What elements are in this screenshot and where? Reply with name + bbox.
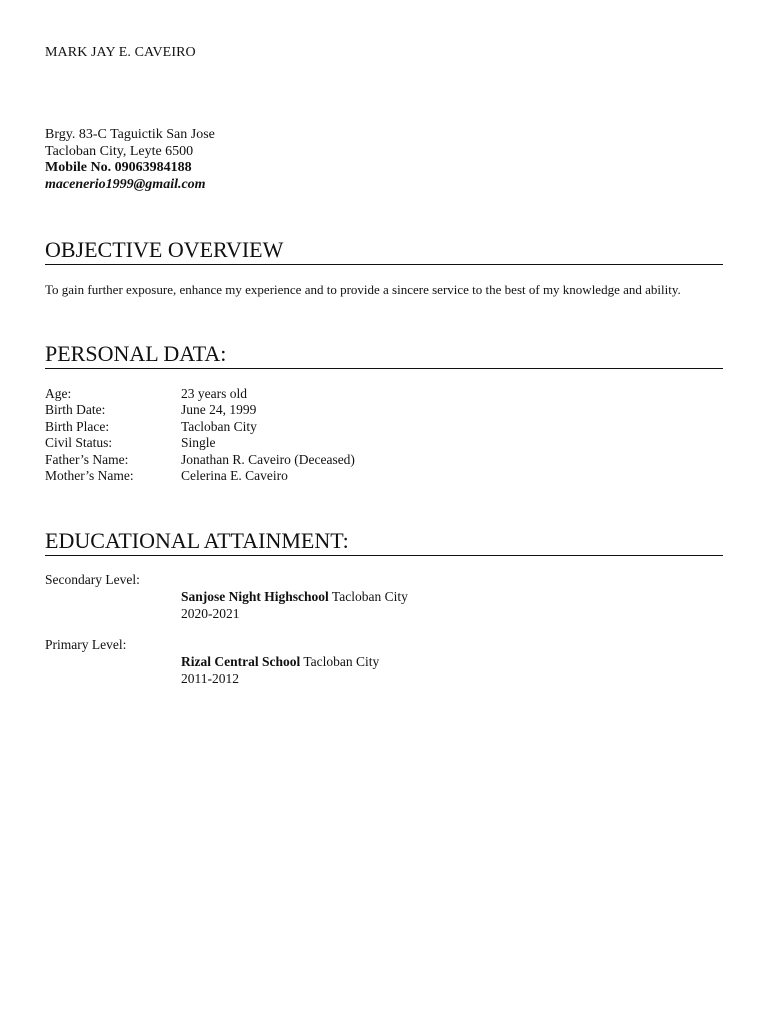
personal-data-label: Birth Date: — [45, 402, 106, 418]
personal-data-heading: PERSONAL DATA: — [45, 341, 723, 369]
school-name: Sanjose Night Highschool — [181, 589, 329, 604]
objective-heading: OBJECTIVE OVERVIEW — [45, 237, 723, 265]
primary-school-entry — [181, 654, 379, 687]
personal-data-row — [45, 468, 355, 484]
contact-block — [45, 127, 215, 193]
personal-data-label: Age: — [45, 386, 72, 401]
school-location: Tacloban City — [328, 589, 408, 604]
personal-data-label: Birth Place: — [45, 418, 110, 434]
personal-data-value: 23 years old — [181, 386, 247, 401]
secondary-level-label: Secondary Level: — [45, 572, 140, 587]
personal-data-row — [45, 435, 355, 451]
objective-text: To gain further exposure, enhance my experience and to provide a sincere service to the best of my knowledge and ability. — [45, 282, 681, 297]
address-line-1: Brgy. 83-C Taguictik San Jose — [45, 127, 215, 142]
personal-data-value: Celerina E. Caveiro — [181, 468, 288, 484]
personal-data-row — [45, 419, 355, 435]
secondary-school-entry — [181, 589, 408, 622]
personal-data-value: Tacloban City — [181, 418, 257, 434]
school-location: Tacloban City — [300, 654, 380, 669]
personal-data-row — [45, 386, 355, 402]
personal-data-row — [45, 452, 355, 468]
personal-data-value: June 24, 1999 — [181, 402, 257, 418]
address-line-2: Tacloban City, Leyte 6500 — [45, 143, 194, 159]
personal-data-label: Civil Status: — [45, 435, 113, 451]
school-line — [181, 589, 408, 606]
primary-level-label: Primary Level: — [45, 637, 127, 652]
personal-data-value: Jonathan R. Caveiro (Deceased) — [181, 451, 355, 467]
personal-data-row — [45, 402, 355, 418]
personal-data-label: Mother’s Name: — [45, 468, 134, 484]
school-years: 2011-2012 — [181, 670, 239, 686]
email-address: macenerio1999@gmail.com — [45, 176, 206, 192]
applicant-name: MARK JAY E. CAVEIRO — [45, 45, 196, 60]
mobile-number: Mobile No. 09063984188 — [45, 160, 192, 175]
personal-data-table — [45, 386, 355, 484]
school-line — [181, 654, 379, 671]
personal-data-label: Father’s Name: — [45, 451, 129, 467]
school-years: 2020-2021 — [181, 605, 240, 621]
personal-data-value: Single — [181, 435, 216, 451]
education-heading: EDUCATIONAL ATTAINMENT: — [45, 528, 723, 556]
school-name: Rizal Central School — [181, 654, 301, 669]
